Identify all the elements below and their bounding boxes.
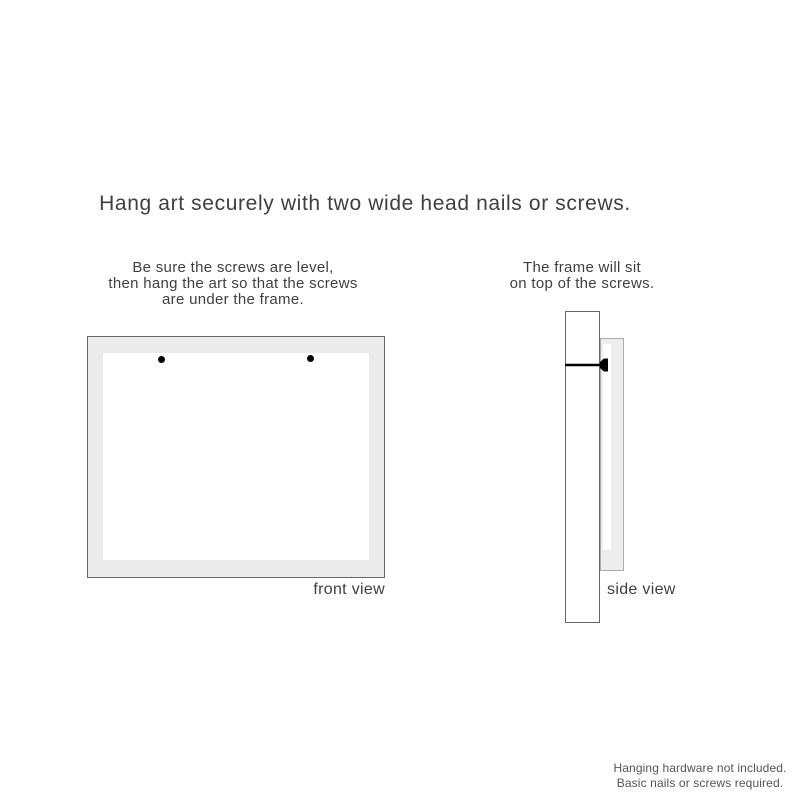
hardware-disclaimer xyxy=(600,761,800,790)
screw-dot-left xyxy=(158,356,165,363)
front-view-caption xyxy=(83,260,383,309)
side-view-caption-line: The frame will sit xyxy=(523,259,641,276)
front-view-caption-line: Be sure the screws are level, xyxy=(132,259,334,276)
side-view-caption-line: on top of the screws. xyxy=(509,275,655,293)
side-view-caption xyxy=(482,260,682,292)
screw-dot-right xyxy=(307,355,314,362)
front-view-artwork xyxy=(103,353,369,560)
hardware-disclaimer-line: Basic nails or screws required. xyxy=(616,775,784,790)
front-view-caption-line: then hang the art so that the screws xyxy=(108,275,358,293)
front-view-label: front view xyxy=(313,581,385,598)
hardware-disclaimer-line: Hanging hardware not included. xyxy=(613,761,787,775)
nail-icon xyxy=(560,352,615,378)
page-title: Hang art securely with two wide head nails or screws. xyxy=(99,192,631,215)
side-view-label: side view xyxy=(607,581,676,598)
front-view-caption-line: are under the frame. xyxy=(162,291,304,309)
